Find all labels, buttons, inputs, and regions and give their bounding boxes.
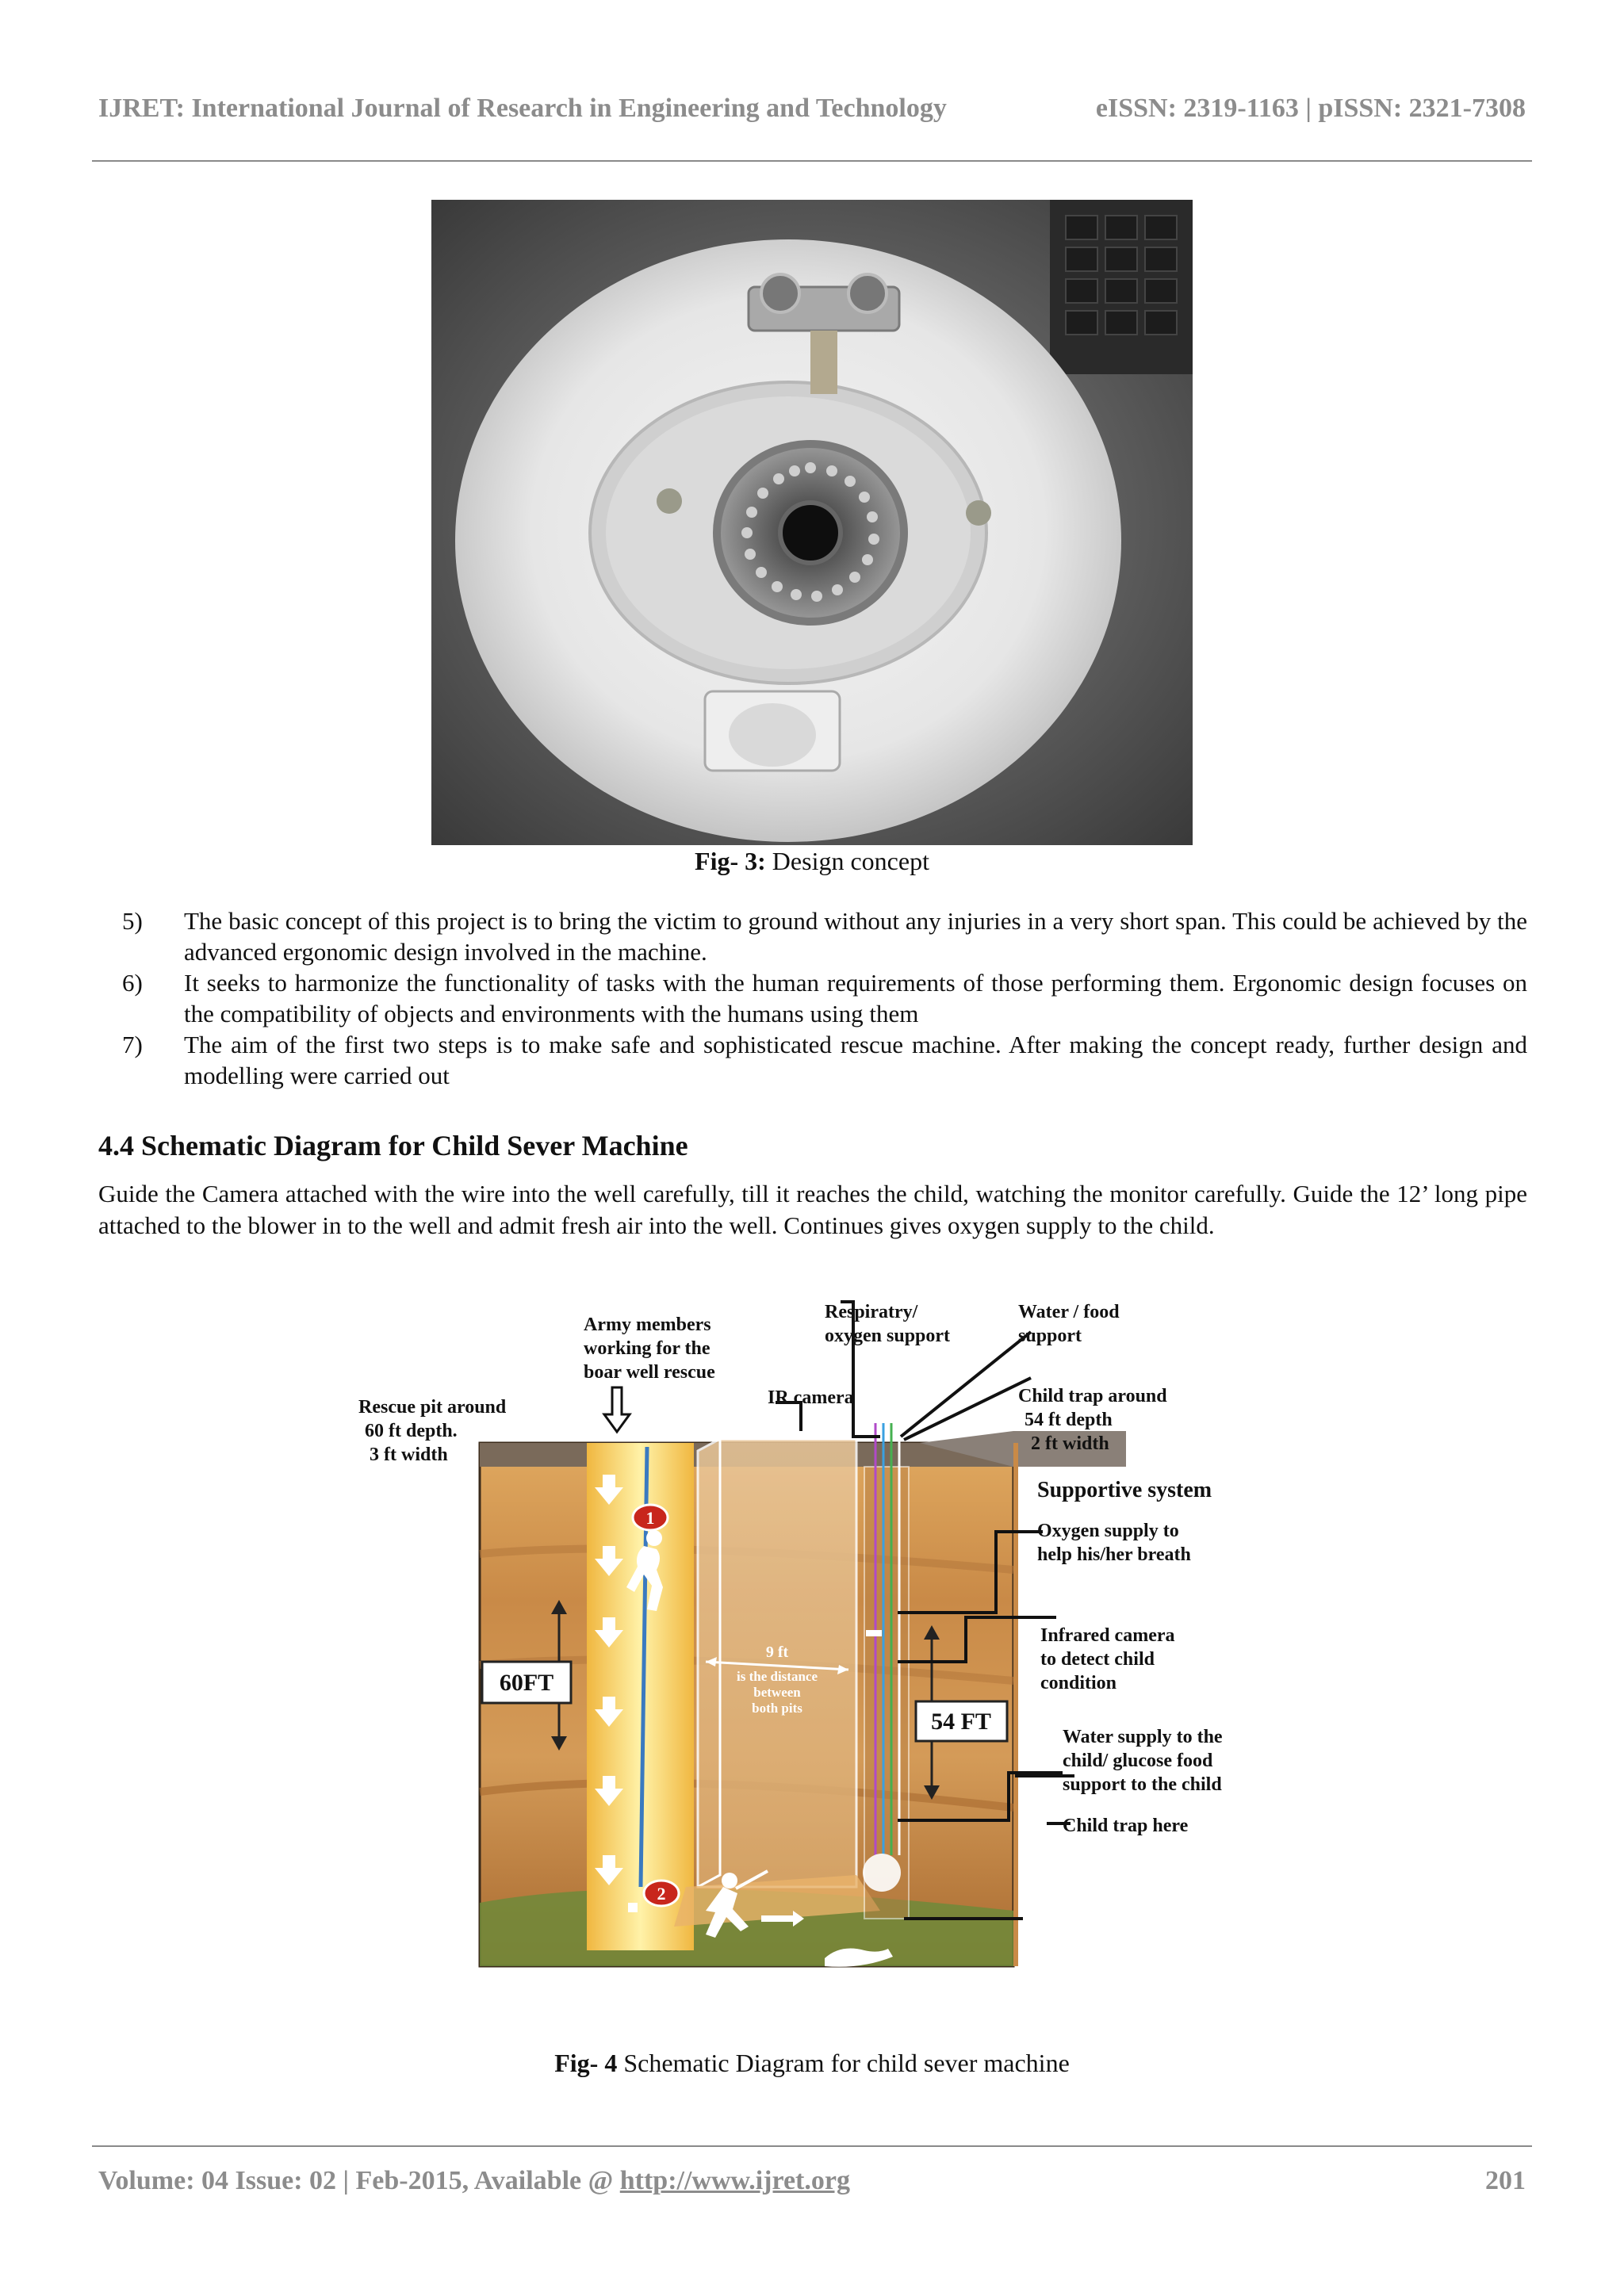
- design-concept-photo: [431, 200, 1193, 845]
- child-trap-here-label: Child trap here: [1063, 1816, 1189, 1836]
- marker-1: [633, 1505, 668, 1530]
- marker-2-label: 2: [657, 1884, 666, 1904]
- child-trap-label-1: Child trap around: [1018, 1386, 1167, 1406]
- infrared-label-3: condition: [1040, 1673, 1117, 1693]
- army-down-arrow: [604, 1387, 630, 1432]
- footer: [98, 2166, 1526, 2196]
- water-supply-label-1: Water supply to the: [1063, 1727, 1223, 1747]
- page-number: 201: [1485, 2166, 1526, 2195]
- section-paragraph: Guide the Camera attached with the wire into the well carefully, till it reaches the child, watching the monitor carefully. Guide the 12’ long pipe attached to the blower in to the well and admit fresh air into the well. Continues gives oxygen supply to the child.: [98, 1180, 1527, 1239]
- oxygen-label-1: Oxygen supply to: [1037, 1521, 1179, 1541]
- figure-4-label: Fig- 4: [554, 2049, 618, 2077]
- list-item-text: The basic concept of this project is to bring the victim to ground without any injuries in a very short span. This could be achieved by the advanced ergonomic design involved in the machine.: [184, 907, 1527, 966]
- list-item-number: 6): [122, 969, 143, 997]
- figure-4-caption: [0, 2049, 1624, 2078]
- list-item: [98, 1029, 1527, 1091]
- list-item-number: 5): [122, 907, 143, 935]
- header-rule: [92, 160, 1532, 162]
- supportive-system-label: Supportive system: [1037, 1478, 1212, 1502]
- distance-line-3: between: [753, 1685, 801, 1700]
- water-label-1: Water / food: [1018, 1302, 1120, 1322]
- distance-line-4: both pits: [752, 1701, 802, 1716]
- depth-60ft-label: 60FT: [499, 1670, 554, 1696]
- child-trap-label-2: 54 ft depth: [1025, 1410, 1113, 1430]
- infrared-label-2: to detect child: [1040, 1649, 1155, 1670]
- list-item-text: It seeks to harmonize the functionality of tasks with the human requirements of those performing them. Ergonomic design focuses on the compatibility of objects and environments with the humans using them: [184, 969, 1527, 1027]
- rescue-pit-label-1: Rescue pit around: [358, 1397, 507, 1418]
- army-label-1: Army members: [584, 1314, 711, 1335]
- infrared-label-1: Infrared camera: [1040, 1625, 1175, 1646]
- water-label-2: support: [1018, 1326, 1082, 1346]
- issn-text: eISSN: 2319-1163 | pISSN: 2321-7308: [1095, 94, 1526, 123]
- army-label-3: boar well rescue: [584, 1362, 715, 1383]
- list-item: [98, 905, 1527, 967]
- depth-54ft-label: 54 FT: [931, 1709, 991, 1735]
- running-header: [98, 94, 1526, 141]
- list-item: [98, 967, 1527, 1029]
- respiratory-label-1: Respiratry/: [825, 1302, 918, 1322]
- army-label-2: working for the: [584, 1338, 710, 1359]
- figure-3-caption-text: Design concept: [765, 847, 929, 875]
- footer-volume-text: Volume: 04 Issue: 02 | Feb-2015, Available @: [98, 2166, 620, 2195]
- section-heading: 4.4 Schematic Diagram for Child Sever Machine: [98, 1130, 688, 1161]
- figure-3-caption: [0, 847, 1624, 876]
- ir-camera-label: IR camera: [768, 1387, 854, 1408]
- child-trap-label-3: 2 ft width: [1031, 1433, 1109, 1454]
- figure-3-photo: [431, 200, 1193, 845]
- distance-line-1: 9 ft: [765, 1644, 789, 1661]
- journal-title: IJRET: International Journal of Research in Engineering and Technology: [98, 94, 947, 123]
- figure-4-diagram: [333, 1284, 1316, 1982]
- water-supply-label-2: child/ glucose food: [1063, 1751, 1213, 1771]
- child-trap-shaft: [864, 1467, 909, 1919]
- oxygen-label-2: help his/her breath: [1037, 1544, 1191, 1565]
- water-supply-label-3: support to the child: [1063, 1774, 1222, 1795]
- marker-2: [644, 1881, 679, 1906]
- figure-4-caption-text: Schematic Diagram for child sever machine: [617, 2049, 1070, 2077]
- list-item-number: 7): [122, 1031, 143, 1058]
- figure-3-label: Fig- 3:: [695, 847, 766, 875]
- respiratory-label-2: oxygen support: [825, 1326, 951, 1346]
- numbered-list: [98, 905, 1527, 1091]
- distance-line-2: is the distance: [737, 1669, 818, 1684]
- footer-link[interactable]: http://www.ijret.org: [619, 2166, 850, 2195]
- child-figure-trap: [863, 1854, 901, 1892]
- rescue-pit-label-3: 3 ft width: [370, 1445, 448, 1465]
- marker-1-label: 1: [645, 1508, 655, 1528]
- list-item-text: The aim of the first two steps is to make safe and sophisticated rescue machine. After making the concept ready, further design and modelling were carried out: [184, 1031, 1527, 1089]
- rescue-pit-label-2: 60 ft depth.: [365, 1421, 458, 1441]
- footer-rule: [92, 2145, 1532, 2147]
- schematic-diagram: [333, 1284, 1316, 1982]
